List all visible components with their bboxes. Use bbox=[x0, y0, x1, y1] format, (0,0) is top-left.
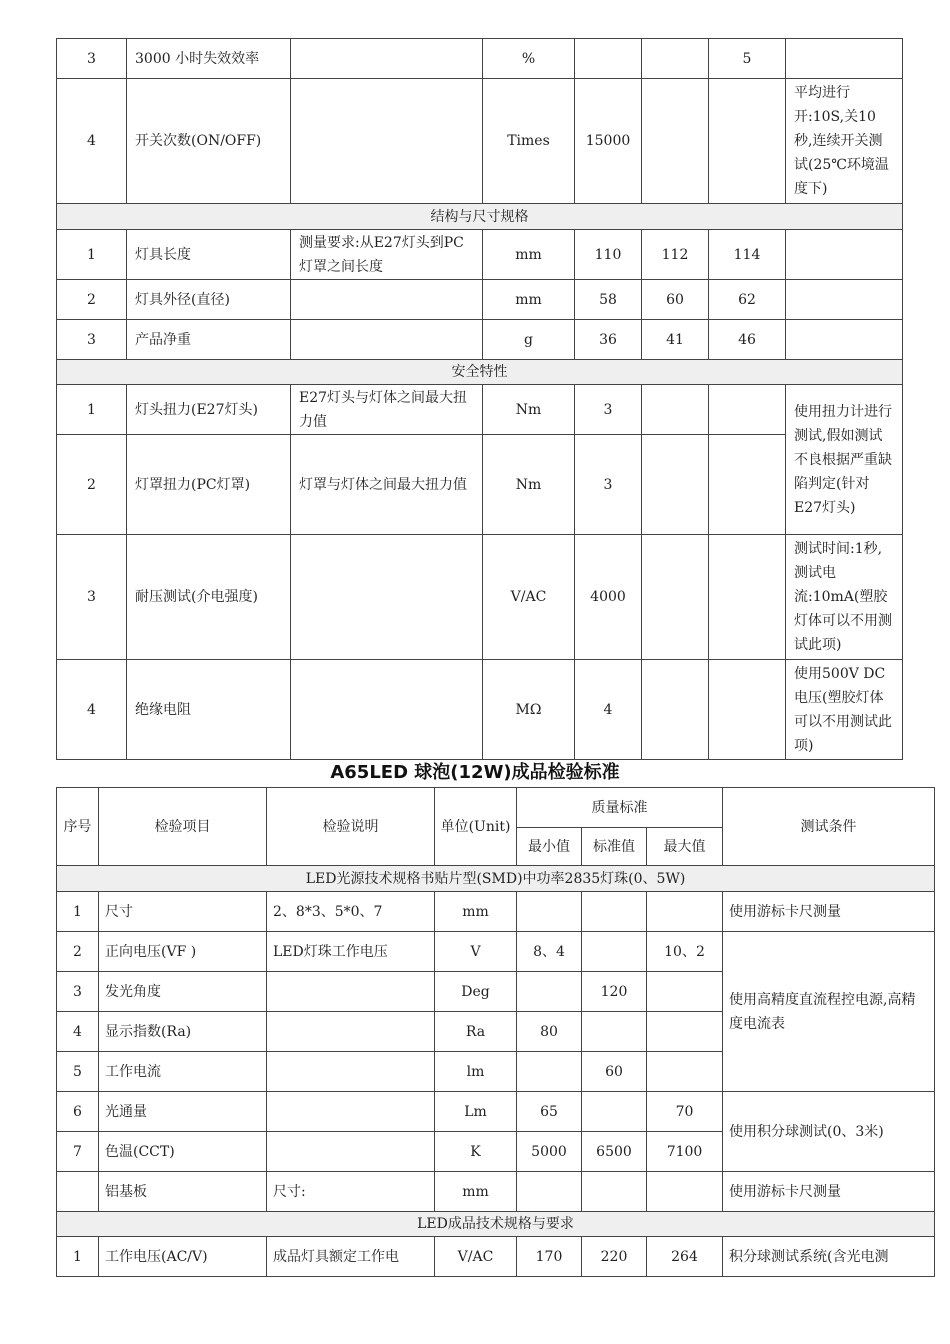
row-std: 120 bbox=[582, 972, 647, 1012]
row-item: 尺寸 bbox=[99, 892, 267, 932]
row-no: 2 bbox=[57, 280, 127, 320]
row-std bbox=[582, 1012, 647, 1052]
row-max bbox=[709, 385, 786, 435]
row-no: 3 bbox=[57, 320, 127, 360]
row-no: 3 bbox=[57, 39, 127, 79]
row-unit: V/AC bbox=[483, 535, 575, 660]
table-row bbox=[57, 660, 903, 760]
row-max: 62 bbox=[709, 280, 786, 320]
row-min: 3 bbox=[575, 435, 642, 535]
row-desc bbox=[291, 660, 483, 760]
table-row bbox=[57, 39, 903, 79]
row-std: 220 bbox=[582, 1237, 647, 1277]
row-max bbox=[647, 1012, 723, 1052]
row-desc bbox=[291, 535, 483, 660]
row-max: 10、2 bbox=[647, 932, 723, 972]
row-max: 46 bbox=[709, 320, 786, 360]
row-cond bbox=[786, 230, 903, 280]
row-min bbox=[517, 892, 582, 932]
row-item: 绝缘电阻 bbox=[127, 660, 291, 760]
document-title: A65LED 球泡(12W)成品检验标准 bbox=[330, 762, 620, 783]
row-desc: 2、8*3、5*0、7 bbox=[267, 892, 435, 932]
row-unit: % bbox=[483, 39, 575, 79]
row-unit: Nm bbox=[483, 385, 575, 435]
row-desc bbox=[267, 972, 435, 1012]
row-max: 7100 bbox=[647, 1132, 723, 1172]
row-cond: 使用积分球测试(0、3米) bbox=[723, 1092, 935, 1172]
header-cond: 测试条件 bbox=[723, 788, 935, 866]
row-item: 工作电流 bbox=[99, 1052, 267, 1092]
row-desc: 灯罩与灯体之间最大扭力值 bbox=[291, 435, 483, 535]
row-no: 2 bbox=[57, 932, 99, 972]
row-desc: LED灯珠工作电压 bbox=[267, 932, 435, 972]
header-desc: 检验说明 bbox=[267, 788, 435, 866]
row-no: 3 bbox=[57, 972, 99, 1012]
row-no: 1 bbox=[57, 1237, 99, 1277]
header-std: 标准值 bbox=[582, 828, 647, 866]
row-unit: MΩ bbox=[483, 660, 575, 760]
row-item: 工作电压(AC/V) bbox=[99, 1237, 267, 1277]
row-unit: K bbox=[435, 1132, 517, 1172]
row-min: 15000 bbox=[575, 79, 642, 204]
row-max bbox=[647, 1052, 723, 1092]
row-cond: 使用游标卡尺测量 bbox=[723, 1172, 935, 1212]
section-label: 结构与尺寸规格 bbox=[57, 204, 903, 230]
section-row bbox=[57, 866, 935, 892]
row-item: 灯头扭力(E27灯头) bbox=[127, 385, 291, 435]
row-std: 112 bbox=[642, 230, 709, 280]
row-item: 灯罩扭力(PC灯罩) bbox=[127, 435, 291, 535]
row-min bbox=[517, 972, 582, 1012]
row-cond: 使用游标卡尺测量 bbox=[723, 892, 935, 932]
inspection-standard-table bbox=[56, 787, 935, 1277]
row-cond: 积分球测试系统(含光电测 bbox=[723, 1237, 935, 1277]
row-no: 7 bbox=[57, 1132, 99, 1172]
row-item: 显示指数(Ra) bbox=[99, 1012, 267, 1052]
row-item: 灯具长度 bbox=[127, 230, 291, 280]
row-desc: 成品灯具额定工作电 bbox=[267, 1237, 435, 1277]
row-cond: 平均进行开:10S,关10秒,连续开关测试(25℃环境温度下) bbox=[786, 79, 903, 204]
row-std bbox=[642, 79, 709, 204]
row-max bbox=[709, 79, 786, 204]
row-cond bbox=[786, 39, 903, 79]
row-item: 开关次数(ON/OFF) bbox=[127, 79, 291, 204]
row-no: 1 bbox=[57, 892, 99, 932]
row-unit: Deg bbox=[435, 972, 517, 1012]
row-item: 发光角度 bbox=[99, 972, 267, 1012]
row-std bbox=[642, 535, 709, 660]
row-desc bbox=[267, 1052, 435, 1092]
header-row bbox=[57, 788, 935, 828]
row-min: 58 bbox=[575, 280, 642, 320]
row-no: 4 bbox=[57, 1012, 99, 1052]
row-desc bbox=[291, 79, 483, 204]
row-no bbox=[57, 1172, 99, 1212]
row-max bbox=[709, 660, 786, 760]
row-min: 110 bbox=[575, 230, 642, 280]
row-std bbox=[582, 1172, 647, 1212]
header-no: 序号 bbox=[57, 788, 99, 866]
table-row bbox=[57, 320, 903, 360]
row-unit: Lm bbox=[435, 1092, 517, 1132]
row-cond bbox=[786, 280, 903, 320]
row-max bbox=[647, 1172, 723, 1212]
row-max bbox=[647, 892, 723, 932]
header-unit: 单位(Unit) bbox=[435, 788, 517, 866]
row-min: 5000 bbox=[517, 1132, 582, 1172]
row-desc bbox=[291, 280, 483, 320]
row-item: 正向电压(VF ) bbox=[99, 932, 267, 972]
table-row bbox=[57, 79, 903, 204]
row-min bbox=[517, 1172, 582, 1212]
row-max: 114 bbox=[709, 230, 786, 280]
table-row bbox=[57, 1237, 935, 1277]
row-no: 1 bbox=[57, 230, 127, 280]
row-unit: Nm bbox=[483, 435, 575, 535]
row-no: 3 bbox=[57, 535, 127, 660]
row-desc: E27灯头与灯体之间最大扭力值 bbox=[291, 385, 483, 435]
row-cond bbox=[786, 320, 903, 360]
table-row bbox=[57, 1092, 935, 1132]
row-min: 8、4 bbox=[517, 932, 582, 972]
row-unit: mm bbox=[435, 1172, 517, 1212]
row-desc bbox=[267, 1132, 435, 1172]
table-row bbox=[57, 1172, 935, 1212]
table-row bbox=[57, 230, 903, 280]
header-max: 最大值 bbox=[647, 828, 723, 866]
row-max: 70 bbox=[647, 1092, 723, 1132]
row-std bbox=[642, 39, 709, 79]
row-std: 6500 bbox=[582, 1132, 647, 1172]
table-row bbox=[57, 535, 903, 660]
row-cond: 使用扭力计进行测试,假如测试不良根据严重缺陷判定(针对E27灯头) bbox=[786, 385, 903, 535]
row-unit: lm bbox=[435, 1052, 517, 1092]
row-cond: 使用高精度直流程控电源,高精度电流表 bbox=[723, 932, 935, 1092]
row-min: 170 bbox=[517, 1237, 582, 1277]
row-std: 60 bbox=[642, 280, 709, 320]
row-unit: g bbox=[483, 320, 575, 360]
row-desc bbox=[267, 1012, 435, 1052]
row-item: 产品净重 bbox=[127, 320, 291, 360]
row-cond: 测试时间:1秒,测试电流:10mA(塑胶灯体可以不用测试此项) bbox=[786, 535, 903, 660]
header-min: 最小值 bbox=[517, 828, 582, 866]
section-row bbox=[57, 204, 903, 230]
row-no: 1 bbox=[57, 385, 127, 435]
table-row bbox=[57, 385, 903, 435]
section-label: LED光源技术规格书贴片型(SMD)中功率2835灯珠(0、5W) bbox=[57, 866, 935, 892]
table-row bbox=[57, 892, 935, 932]
row-desc: 尺寸: bbox=[267, 1172, 435, 1212]
header-quality: 质量标准 bbox=[517, 788, 723, 828]
spec-table-continued bbox=[56, 38, 903, 760]
row-max bbox=[709, 535, 786, 660]
table-row bbox=[57, 932, 935, 972]
row-unit: V bbox=[435, 932, 517, 972]
section-row bbox=[57, 360, 903, 385]
row-item: 耐压测试(介电强度) bbox=[127, 535, 291, 660]
row-min: 36 bbox=[575, 320, 642, 360]
row-no: 2 bbox=[57, 435, 127, 535]
row-std: 60 bbox=[582, 1052, 647, 1092]
row-unit: mm bbox=[483, 230, 575, 280]
header-item: 检验项目 bbox=[99, 788, 267, 866]
row-std bbox=[642, 435, 709, 535]
row-std: 41 bbox=[642, 320, 709, 360]
row-item: 灯具外径(直径) bbox=[127, 280, 291, 320]
row-max bbox=[709, 435, 786, 535]
row-std bbox=[582, 1092, 647, 1132]
row-unit: V/AC bbox=[435, 1237, 517, 1277]
row-min: 80 bbox=[517, 1012, 582, 1052]
table-row bbox=[57, 280, 903, 320]
row-item: 铝基板 bbox=[99, 1172, 267, 1212]
row-item: 光通量 bbox=[99, 1092, 267, 1132]
row-min: 4 bbox=[575, 660, 642, 760]
row-desc bbox=[267, 1092, 435, 1132]
table-row bbox=[57, 435, 903, 535]
row-unit: Times bbox=[483, 79, 575, 204]
row-min: 3 bbox=[575, 385, 642, 435]
row-unit: Ra bbox=[435, 1012, 517, 1052]
section-row bbox=[57, 1212, 935, 1237]
row-max: 5 bbox=[709, 39, 786, 79]
row-item: 3000 小时失效效率 bbox=[127, 39, 291, 79]
row-std bbox=[582, 892, 647, 932]
section-label: LED成品技术规格与要求 bbox=[57, 1212, 935, 1237]
row-std bbox=[642, 660, 709, 760]
row-min bbox=[517, 1052, 582, 1092]
row-no: 4 bbox=[57, 660, 127, 760]
row-cond: 使用500V DC电压(塑胶灯体可以不用测试此项) bbox=[786, 660, 903, 760]
row-min: 4000 bbox=[575, 535, 642, 660]
row-no: 5 bbox=[57, 1052, 99, 1092]
row-desc: 测量要求:从E27灯头到PC灯罩之间长度 bbox=[291, 230, 483, 280]
row-max bbox=[647, 972, 723, 1012]
row-min bbox=[575, 39, 642, 79]
row-min: 65 bbox=[517, 1092, 582, 1132]
row-max: 264 bbox=[647, 1237, 723, 1277]
row-desc bbox=[291, 39, 483, 79]
row-no: 4 bbox=[57, 79, 127, 204]
row-std bbox=[582, 932, 647, 972]
row-unit: mm bbox=[435, 892, 517, 932]
row-no: 6 bbox=[57, 1092, 99, 1132]
section-label: 安全特性 bbox=[57, 360, 903, 385]
row-item: 色温(CCT) bbox=[99, 1132, 267, 1172]
row-std bbox=[642, 385, 709, 435]
row-unit: mm bbox=[483, 280, 575, 320]
row-desc bbox=[291, 320, 483, 360]
